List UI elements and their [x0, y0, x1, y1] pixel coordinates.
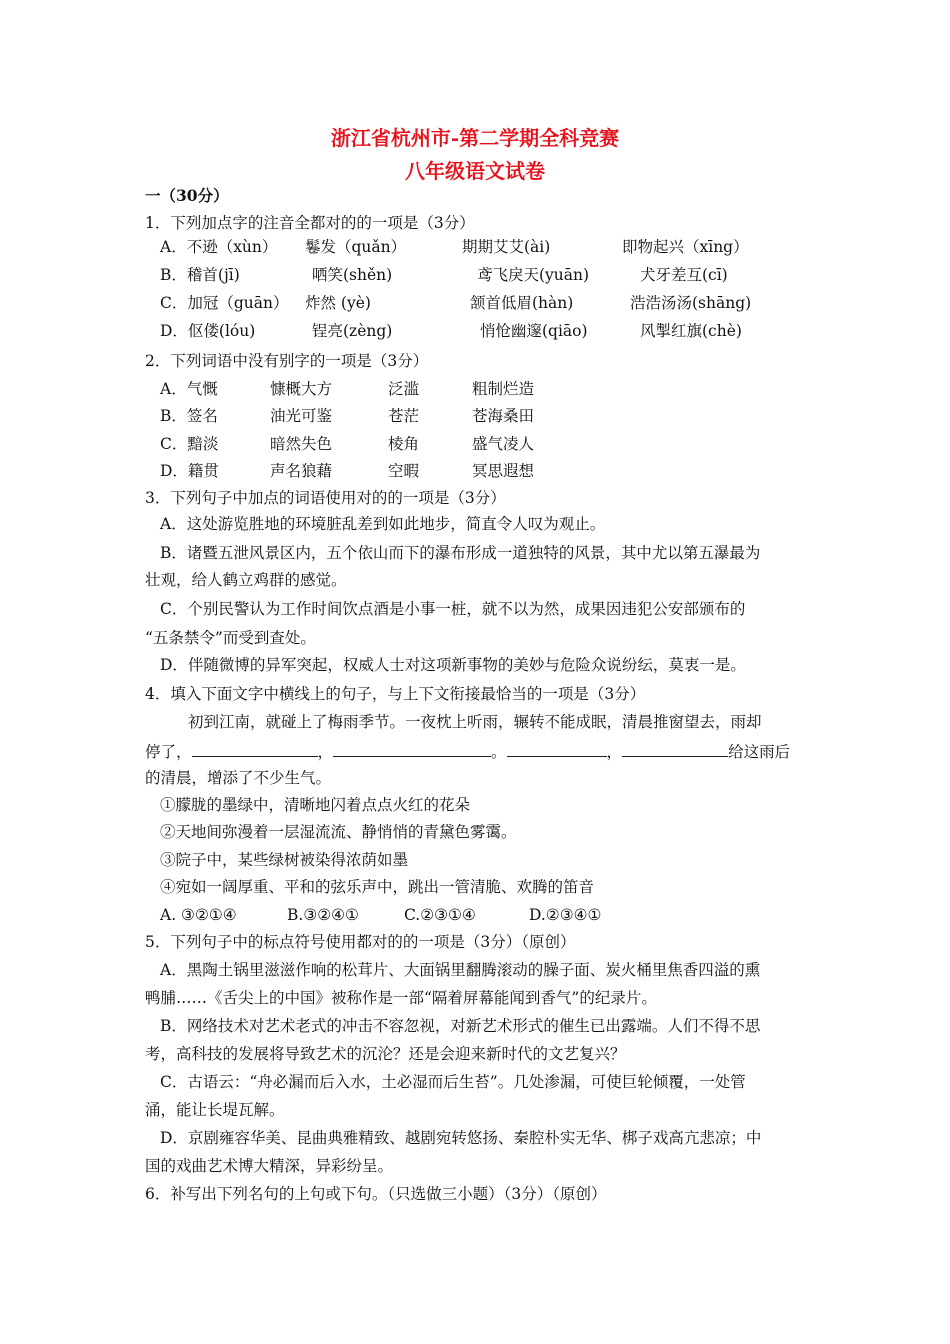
q2-d-3: 空暇 [388, 462, 420, 480]
exam-title-line1: 浙江省杭州市-第二学期全科竞赛 [330, 126, 620, 150]
q4-item-1: ①朦胧的墨绿中，清晰地闪着点点火红的花朵 [160, 796, 471, 814]
q5-option-b-line2: 考，高科技的发展将导致艺术的沉沦？还是会迎来新时代的文艺复兴？ [145, 1045, 626, 1063]
q4-comma-2: ， [606, 743, 623, 761]
q1-d-3: 悄怆幽邃(qiāo) [480, 322, 588, 340]
q4-choice-c: C.②③①④ [404, 906, 476, 924]
q2-b-1: B．签名 [160, 407, 218, 425]
q5-option-d-line1: D．京剧雍容华美、昆曲典雅精致、越剧宛转悠扬、秦腔朴实无华、梆子戏高亢悲凉；中 [160, 1129, 762, 1147]
q1-d-4: 风掣红旗(chè) [640, 322, 742, 340]
q4-item-2: ②天地间弥漫着一层湿流流、静悄悄的青黛色雾霭。 [160, 823, 517, 841]
q2-c-4: 盛气凌人 [472, 435, 535, 453]
q2-b-2: 油光可鉴 [270, 407, 333, 425]
q4-item-3: ③院子中，某些绿树被染得浓荫如墨 [160, 851, 409, 869]
q1-d-2: 锃亮(zèng) [312, 322, 393, 340]
q1-b-1: B．稽首(jī) [160, 266, 240, 284]
q2-b-3: 苍茫 [388, 407, 420, 425]
q2-d-1: D．籍贯 [160, 462, 219, 480]
q2-a-1: A．气慨 [160, 380, 218, 398]
q5-option-a-line2: 鸭脯……《舌尖上的中国》被称作是一部“隔着屏幕能闻到香气”的纪录片。 [145, 989, 657, 1007]
q4-comma-1: ， [317, 743, 334, 761]
q3-stem: 3．下列句子中加点的词语使用对的的一项是（3分） [145, 489, 506, 507]
q1-b-4: 犬牙差互(cī) [640, 266, 728, 284]
q5-option-d-line2: 国的戏曲艺术博大精深，异彩纷呈。 [145, 1157, 394, 1175]
q1-stem: 1．下列加点字的注音全都对的的一项是（3分） [145, 214, 475, 232]
q4-passage-line2 [145, 740, 790, 762]
q3-option-a: A．这处游览胜地的环境脏乱差到如此地步，简直令人叹为观止。 [160, 515, 606, 533]
q4-passage-tail: 给这雨后 [728, 743, 791, 761]
q2-b-4: 苍海桑田 [472, 407, 535, 425]
q1-b-2: 哂笑(shěn) [312, 266, 393, 284]
q4-passage-line1: 初到江南，就碰上了梅雨季节。一夜枕上听雨，辗转不能成眠，清晨推窗望去，雨却 [188, 713, 762, 731]
q1-c-4: 浩浩汤汤(shāng) [630, 294, 752, 312]
q5-option-b-line1: B．网络技术对艺术老式的冲击不容忽视，对新艺术形式的催生已出露端。人们不得不思 [160, 1017, 761, 1035]
q5-option-a-line1: A．黑陶土锅里滋滋作响的松茸片、大面锅里翻腾滚动的臊子面、炭火桶里焦香四溢的熏 [160, 961, 761, 979]
q4-passage-start: 停了， [145, 743, 192, 761]
section-heading: 一（30分） [145, 186, 229, 205]
q1-a-4: 即物起兴（xīng） [622, 238, 749, 256]
q1-c-2: 炸然 (yè) [305, 294, 371, 312]
q2-stem: 2．下列词语中没有别字的一项是（3分） [145, 352, 429, 370]
q4-period: 。 [491, 743, 507, 761]
q3-option-c-line1: C．个别民警认为工作时间饮点酒是小事一桩，就不以为然，成果因违犯公安部颁布的 [160, 600, 746, 618]
q3-option-b-line1: B．诸暨五泄风景区内，五个依山而下的瀑布形成一道独特的风景，其中尤以第五瀑最为 [160, 544, 761, 562]
q2-c-2: 暗然失色 [270, 435, 333, 453]
exam-title-line2: 八年级语文试卷 [405, 159, 545, 183]
q4-blank-3 [507, 740, 607, 757]
q4-blank-2 [333, 740, 491, 757]
q1-a-2: 鬈发（quǎn） [305, 238, 407, 256]
q2-c-1: C．黯淡 [160, 435, 219, 453]
q2-d-2: 声名狼藉 [270, 462, 333, 480]
q3-option-b-line2: 壮观，给人鹤立鸡群的感觉。 [145, 571, 347, 589]
q4-choice-b: B.③②④① [287, 906, 359, 924]
q4-stem: 4．填入下面文字中横线上的句子，与上下文衔接最恰当的一项是（3分） [145, 685, 646, 703]
q1-c-1: C．加冠（guān） [160, 294, 289, 312]
q2-d-4: 冥思遐想 [472, 462, 535, 480]
q4-blank-1 [192, 740, 318, 757]
q2-a-2: 慷概大方 [270, 380, 333, 398]
q4-choice-d: D.②③④① [529, 906, 602, 924]
q6-stem: 6．补写出下列名句的上句或下句。（只选做三小题）（3分）（原创） [145, 1185, 607, 1203]
q1-a-1: A．不逊（xùn） [160, 238, 278, 256]
q4-choice-a: A. ③②①④ [160, 906, 237, 924]
q4-passage-line3: 的清晨，增添了不少生气。 [145, 769, 332, 787]
q4-item-4: ④宛如一阔厚重、平和的弦乐声中，跳出一管清脆、欢腾的笛音 [160, 878, 595, 896]
q5-stem: 5．下列句子中的标点符号使用都对的的一项是（3分）（原创） [145, 933, 576, 951]
q2-a-4: 粗制烂造 [472, 380, 535, 398]
q1-c-3: 颔首低眉(hàn) [470, 294, 574, 312]
q1-d-1: D．伛偻(lóu) [160, 322, 256, 340]
q5-option-c-line1: C．古语云：“舟必漏而后入水，土必湿而后生苔”。几处渗漏，可使巨轮倾覆，一处管 [160, 1073, 746, 1091]
q3-option-c-line2: “五条禁令”而受到查处。 [145, 629, 316, 647]
q2-c-3: 棱角 [388, 435, 420, 453]
q1-a-3: 期期艾艾(ài) [462, 238, 551, 256]
q4-blank-4 [622, 740, 728, 757]
q3-option-d: D．伴随微博的异军突起，权威人士对这项新事物的美妙与危险众说纷纭，莫衷一是。 [160, 656, 746, 674]
q5-option-c-line2: 涌，能让长堤瓦解。 [145, 1101, 285, 1119]
q1-b-3: 鸢飞戾天(yuān) [477, 266, 590, 284]
q2-a-3: 泛滥 [388, 380, 420, 398]
